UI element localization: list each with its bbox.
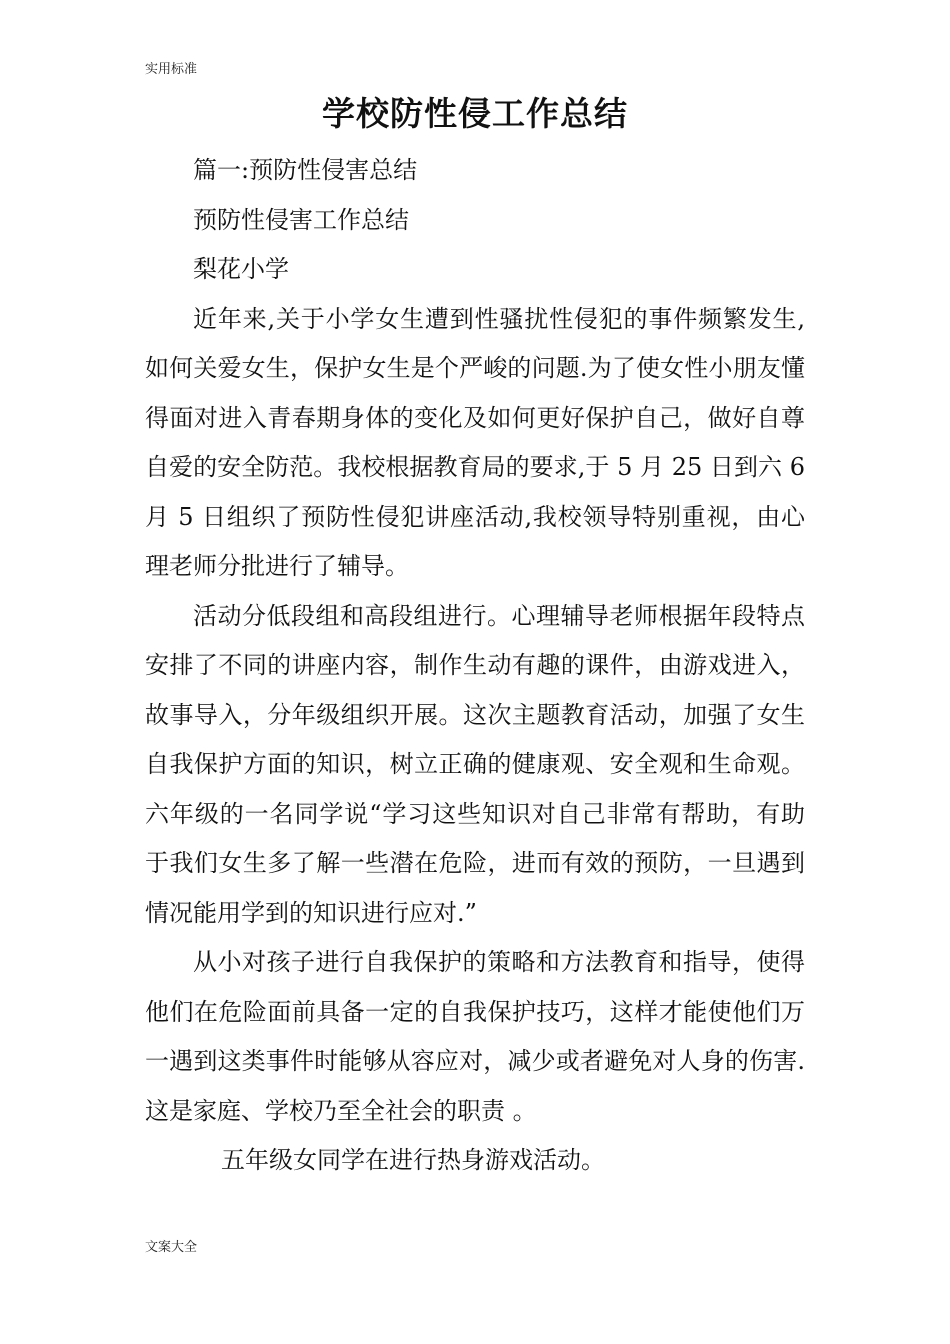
page-header: 实用标准 [145, 62, 198, 77]
section-heading: 篇一:预防性侵害总结 [193, 156, 418, 184]
document-body [145, 146, 805, 1186]
paragraph-3: 从小对孩子进行自我保护的策略和方法教育和指导，使得他们在危险面前具备一定的自我保护技巧，这样才能使他们万一遇到这类事件时能够从容应对，减少或者避免对人身的伤害.这是家庭、学校乃至全社会的职责 。 [145, 948, 805, 1125]
document-title: 学校防性侵工作总结 [322, 94, 628, 133]
paragraph-2: 活动分低段组和高段组进行。心理辅导老师根据年段特点安排了不同的讲座内容，制作生动有趣的课件，由游戏进入，故事导入，分年级组织开展。这次主题教育活动，加强了女生自我保护方面的知识，树立正确的健康观、安全观和生命观。六年级的一名同学说“学习这些知识对自己非常有帮助，有助于我们女生多了解一些潜在危险，进而有效的预防，一旦遇到情况能用学到的知识进行应对.” [145, 601, 805, 927]
paragraph-1: 近年来,关于小学女生遭到性骚扰性侵犯的事件频繁发生,如何关爱女生，保护女生是个严峻的问题.为了使女性小朋友懂得面对进入青春期身体的变化及如何更好保护自己，做好自尊自爱的安全防范。我校根据教育局的要求,于 5 月 25 日到六 6 月 5 日组织了预防性侵犯讲座活动,我校领导特别重视，由心理老师分批进行了辅导。 [145, 304, 805, 580]
page-footer: 文案大全 [145, 1240, 198, 1255]
subtitle: 预防性侵害工作总结 [193, 205, 409, 234]
photo-caption: 五年级女同学在进行热身游戏活动。 [221, 1146, 605, 1174]
school-name: 梨花小学 [193, 255, 289, 283]
